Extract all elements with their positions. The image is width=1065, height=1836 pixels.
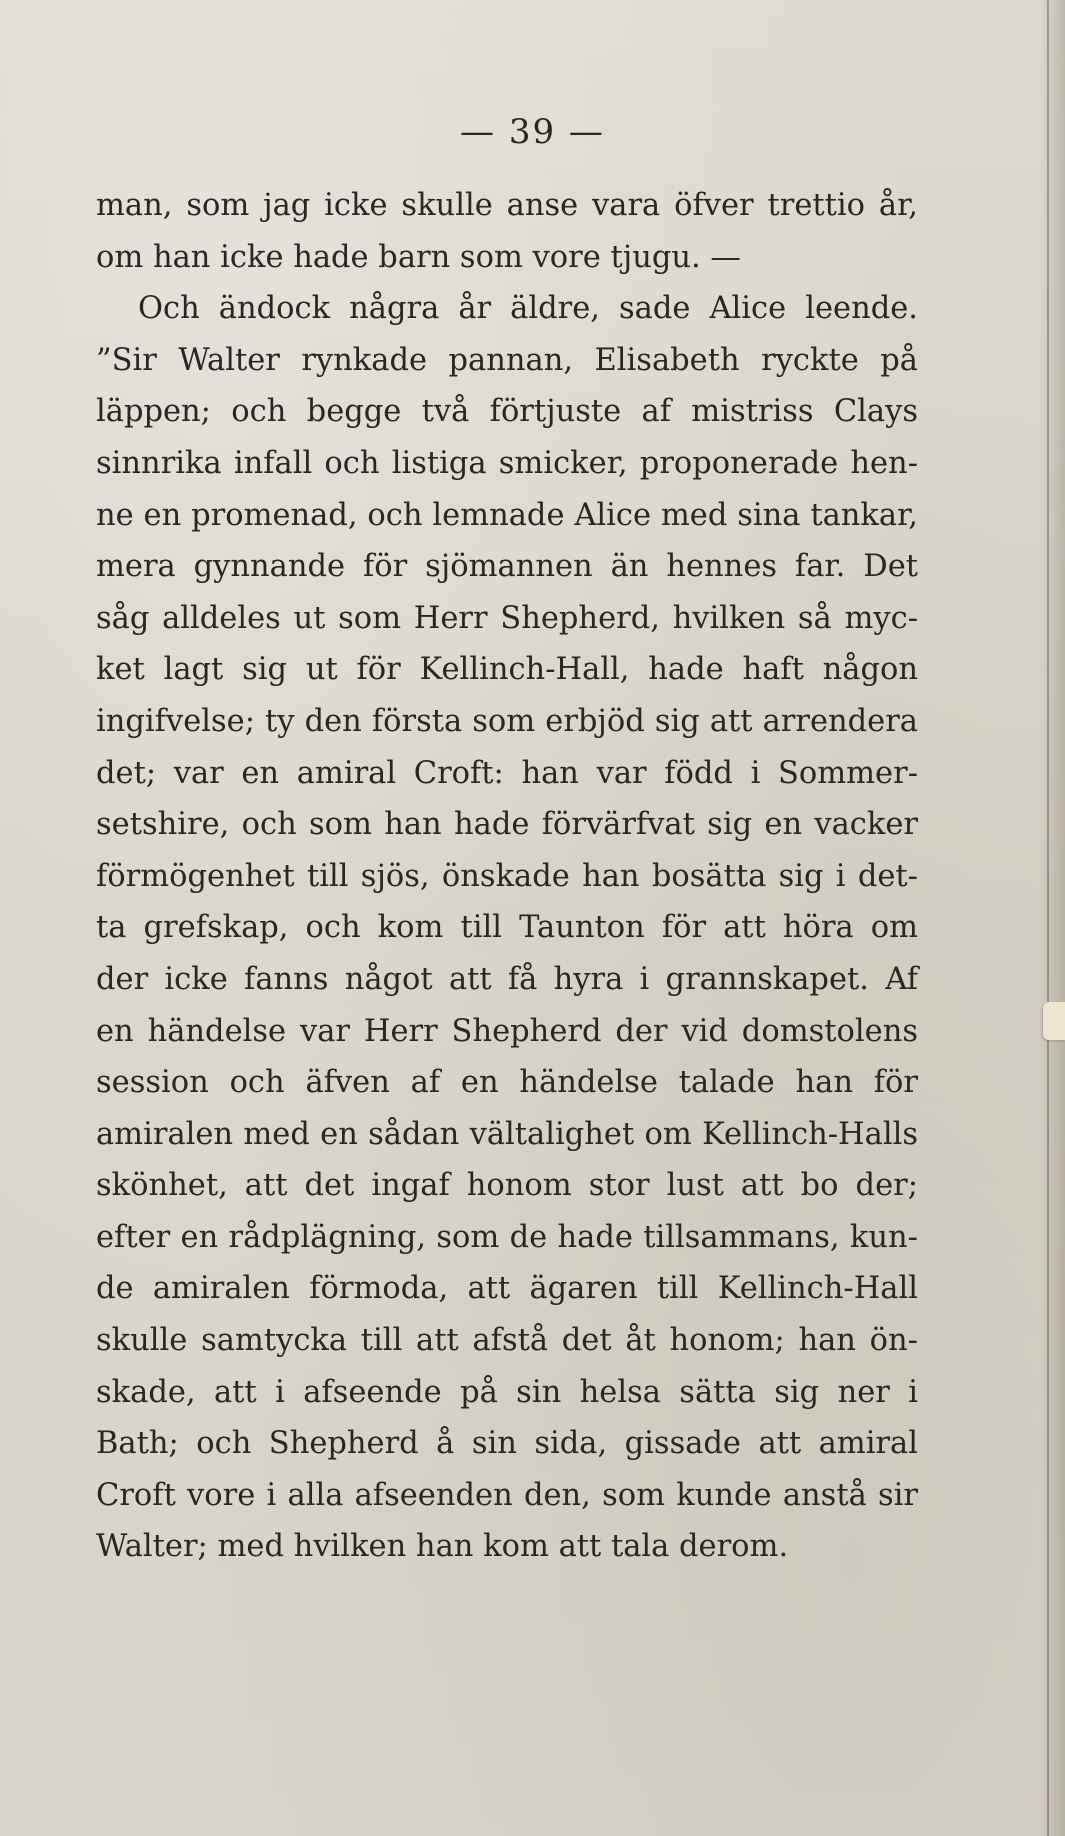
text-line: Bath; och Shepherd å sin sida, gissade att amiral bbox=[96, 1426, 918, 1462]
text-line: ket lagt sig ut för Kellinch-Hall, hade haft någon bbox=[96, 652, 918, 688]
page-number: — 39 — bbox=[460, 112, 605, 152]
body-text bbox=[96, 180, 918, 1573]
text-line: ”Sir Walter rynkade pannan, Elisabeth ryckte på bbox=[96, 342, 918, 378]
text-line: skulle samtycka till att afstå det åt honom; han ön- bbox=[96, 1323, 918, 1359]
text-line: setshire, och som han hade förvärfvat sig en vacker bbox=[96, 807, 918, 843]
text-line: såg alldeles ut som Herr Shepherd, hvilken så myc- bbox=[96, 600, 918, 636]
text-line: ne en promenad, och lemnade Alice med sina tankar, bbox=[96, 497, 918, 533]
text-line: Walter; med hvilken han kom att tala derom. bbox=[96, 1529, 789, 1565]
text-line: session och äfven af en händelse talade han för bbox=[96, 1065, 918, 1101]
page-edge-shadow bbox=[1039, 0, 1065, 1836]
text-line: Croft vore i alla afseenden den, som kunde anstå sir bbox=[96, 1477, 918, 1513]
text-line: amiralen med en sådan vältalighet om Kellinch-Halls bbox=[96, 1116, 918, 1152]
paper-tab bbox=[1043, 1002, 1065, 1040]
text-line: skade, att i afseende på sin helsa sätta sig ner i bbox=[96, 1374, 918, 1410]
text-line: man, som jag icke skulle anse vara öfver trettio år, bbox=[96, 188, 918, 223]
text-line: sinnrika infall och listiga smicker, proponerade hen- bbox=[96, 445, 918, 481]
text-line: mera gynnande för sjömannen än hennes far. Det bbox=[96, 549, 918, 585]
text-line: ta grefskap, och kom till Taunton för att höra om bbox=[96, 910, 918, 946]
text-line: de amiralen förmoda, att ägaren till Kellinch-Hall bbox=[96, 1271, 918, 1307]
text-line: läppen; och begge två förtjuste af mistriss Clays bbox=[96, 394, 918, 430]
page-edge-line bbox=[1047, 0, 1049, 1836]
text-line: om han icke hade barn som vore tjugu. — bbox=[96, 239, 741, 275]
text-line: förmögenhet till sjös, önskade han bosätta sig i det- bbox=[96, 858, 918, 894]
text-line: det; var en amiral Croft: han var född i Sommer- bbox=[96, 755, 918, 791]
text-line: skönhet, att det ingaf honom stor lust att bo der; bbox=[96, 1168, 918, 1204]
text-line: der icke fanns något att få hyra i grannskapet. Af bbox=[96, 961, 918, 997]
text-line: Och ändock några år äldre, sade Alice leende. bbox=[138, 291, 918, 327]
text-line: ingifvelse; ty den första som erbjöd sig att arrendera bbox=[96, 703, 918, 739]
text-line: en händelse var Herr Shepherd der vid domstolens bbox=[96, 1013, 918, 1049]
text-line: efter en rådplägning, som de hade tillsammans, kun- bbox=[96, 1219, 918, 1255]
